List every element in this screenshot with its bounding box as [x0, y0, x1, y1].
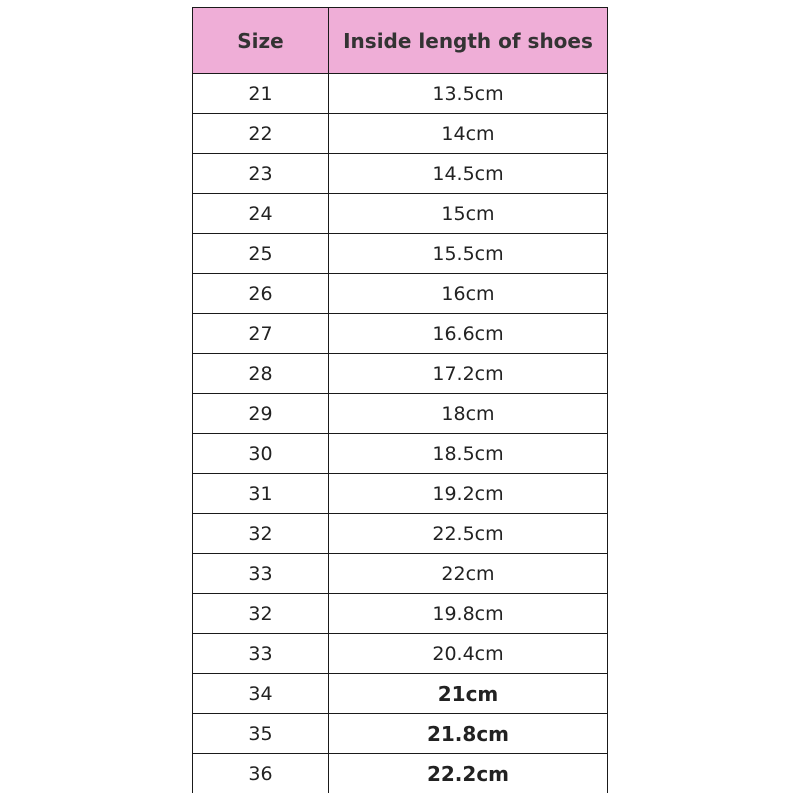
length-cell: 19.8cm [329, 594, 608, 634]
length-cell: 19.2cm [329, 474, 608, 514]
size-cell: 32 [193, 514, 329, 554]
table-row [193, 474, 608, 514]
table-row [193, 394, 608, 434]
length-cell: 22cm [329, 554, 608, 594]
size-cell: 22 [193, 114, 329, 154]
table-row [193, 754, 608, 794]
length-cell: 21cm [329, 674, 608, 714]
table-row [193, 354, 608, 394]
size-cell: 35 [193, 714, 329, 754]
table-row [193, 434, 608, 474]
length-cell: 18.5cm [329, 434, 608, 474]
table-row [193, 274, 608, 314]
table-row [193, 114, 608, 154]
size-cell: 27 [193, 314, 329, 354]
table-row [193, 594, 608, 634]
size-chart-table [192, 7, 608, 793]
length-cell: 15cm [329, 194, 608, 234]
size-cell: 31 [193, 474, 329, 514]
size-cell: 26 [193, 274, 329, 314]
table-row [193, 674, 608, 714]
table-row [193, 194, 608, 234]
table-row [193, 74, 608, 114]
table-row [193, 714, 608, 754]
length-cell: 14.5cm [329, 154, 608, 194]
length-cell: 21.8cm [329, 714, 608, 754]
size-cell: 33 [193, 554, 329, 594]
length-cell: 22.2cm [329, 754, 608, 794]
length-cell: 18cm [329, 394, 608, 434]
size-cell: 34 [193, 674, 329, 714]
size-cell: 36 [193, 754, 329, 794]
length-cell: 15.5cm [329, 234, 608, 274]
length-cell: 17.2cm [329, 354, 608, 394]
length-cell: 22.5cm [329, 514, 608, 554]
length-cell: 14cm [329, 114, 608, 154]
size-cell: 33 [193, 634, 329, 674]
table-row [193, 234, 608, 274]
size-cell: 28 [193, 354, 329, 394]
length-cell: 16.6cm [329, 314, 608, 354]
size-cell: 29 [193, 394, 329, 434]
table-row [193, 634, 608, 674]
size-cell: 24 [193, 194, 329, 234]
table-row [193, 554, 608, 594]
header-size: Size [193, 8, 329, 74]
size-cell: 30 [193, 434, 329, 474]
length-cell: 20.4cm [329, 634, 608, 674]
table-header [193, 8, 608, 74]
table-row [193, 314, 608, 354]
length-cell: 13.5cm [329, 74, 608, 114]
table-body [193, 74, 608, 794]
size-cell: 32 [193, 594, 329, 634]
header-inside-length: Inside length of shoes [329, 8, 608, 74]
size-cell: 21 [193, 74, 329, 114]
length-cell: 16cm [329, 274, 608, 314]
header-row [193, 8, 608, 74]
table-row [193, 154, 608, 194]
size-cell: 25 [193, 234, 329, 274]
table-row [193, 514, 608, 554]
size-cell: 23 [193, 154, 329, 194]
